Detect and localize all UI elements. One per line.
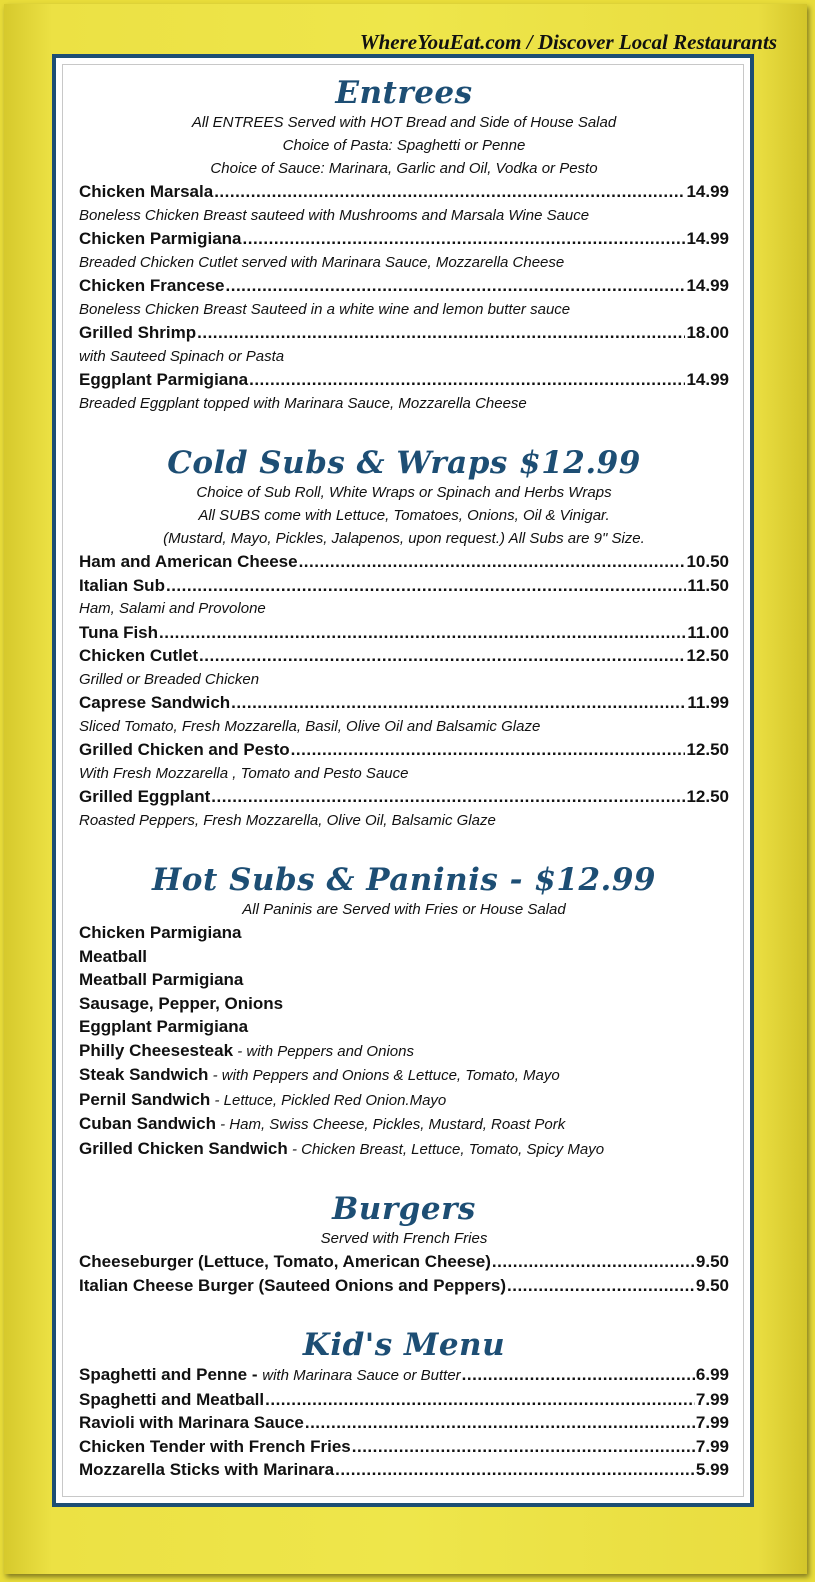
item-name: Grilled Chicken Sandwich xyxy=(79,1138,288,1158)
item-name: Steak Sandwich xyxy=(79,1065,209,1084)
dot-leader xyxy=(214,180,685,204)
menu-item xyxy=(79,992,729,1016)
item-price: 6.99 xyxy=(695,1365,729,1384)
menu-item xyxy=(79,1388,729,1412)
dot-leader xyxy=(243,227,686,251)
menu-item xyxy=(79,574,729,598)
menu-item xyxy=(79,738,729,762)
dot-leader xyxy=(199,644,685,668)
menu-item xyxy=(79,945,729,969)
menu-item xyxy=(79,621,729,645)
item-price: 5.99 xyxy=(695,1460,729,1479)
item-description: Boneless Chicken Breast sauteed with Mushrooms and Marsala Wine Sauce xyxy=(79,206,590,224)
item-price: 7.99 xyxy=(695,1436,729,1456)
item-price: 7.99 xyxy=(695,1389,729,1409)
item-name: Ravioli with Marinara Sauce xyxy=(79,1413,304,1432)
cold-subs-title: Cold Subs & Wraps $12.99 xyxy=(167,445,641,481)
menu-item xyxy=(79,968,729,992)
item-name xyxy=(79,1363,461,1388)
item-price: 14.99 xyxy=(686,370,729,389)
item-name: Meatball xyxy=(79,946,148,966)
item-name: Italian Sub xyxy=(79,575,165,595)
item-name: Sausage, Pepper, Onions xyxy=(79,993,284,1013)
menu-item xyxy=(79,1411,729,1435)
item-description: with Sauteed Spinach or Pasta xyxy=(79,347,285,365)
item-name: Eggplant Parmigiana xyxy=(79,370,249,389)
item-price: 11.99 xyxy=(687,693,729,712)
section-spacer xyxy=(79,415,729,445)
item-price: 14.99 xyxy=(686,182,729,201)
dot-leader xyxy=(305,1411,695,1435)
menu-content xyxy=(79,75,729,1482)
menu-item xyxy=(79,1063,729,1088)
dot-leader xyxy=(462,1363,695,1387)
menu-item xyxy=(79,1137,729,1162)
burgers-title: Burgers xyxy=(332,1191,476,1227)
menu-item xyxy=(79,1039,729,1064)
dot-leader xyxy=(352,1435,695,1459)
item-name: Chicken Parmigiana xyxy=(79,923,242,942)
item-price: 7.99 xyxy=(695,1413,729,1432)
menu-item xyxy=(79,1250,729,1274)
section-spacer xyxy=(79,832,729,862)
menu-item xyxy=(79,1458,729,1482)
item-price: 14.99 xyxy=(686,276,729,295)
item-name: Chicken Parmigiana xyxy=(79,229,242,248)
item-price: 9.50 xyxy=(695,1275,729,1295)
dot-leader xyxy=(249,368,685,392)
item-name: Grilled Chicken and Pesto xyxy=(79,740,290,759)
menu-item xyxy=(79,1274,729,1298)
item-name: Philly Cheesesteak xyxy=(79,1040,234,1060)
item-name: Chicken Francese xyxy=(79,276,225,295)
item-name: Chicken Tender with French Fries xyxy=(79,1436,351,1456)
burgers-note: Served with French Fries xyxy=(320,1230,488,1247)
item-description: Roasted Peppers, Fresh Mozzarella, Olive Oil, Balsamic Glaze xyxy=(79,811,496,829)
entrees-note: Choice of Pasta: Spaghetti or Penne xyxy=(282,137,526,154)
dot-leader xyxy=(492,1250,695,1274)
item-description: Sliced Tomato, Fresh Mozzarella, Basil, Olive Oil and Balsamic Glaze xyxy=(79,717,541,735)
cold-subs-note: All SUBS come with Lettuce, Tomatoes, Onions, Oil & Vinigar. xyxy=(198,507,610,524)
item-price: 12.50 xyxy=(686,646,729,665)
item-name: Ham and American Cheese xyxy=(79,552,298,571)
menu-item xyxy=(79,227,729,251)
menu-item xyxy=(79,180,729,204)
dot-leader xyxy=(211,785,685,809)
menu-item xyxy=(79,274,729,298)
dot-leader xyxy=(231,691,686,715)
item-price: 14.99 xyxy=(686,229,729,248)
dot-leader xyxy=(265,1388,695,1412)
item-name: Grilled Eggplant xyxy=(79,787,211,806)
item-name: Eggplant Parmigiana xyxy=(79,1017,249,1036)
item-name: Pernil Sandwich xyxy=(79,1089,211,1109)
kids-menu-title: Kid's Menu xyxy=(302,1327,506,1363)
menu-item xyxy=(79,1435,729,1459)
site-header: WhereYouEat.com / Discover Local Restaurants xyxy=(359,30,777,54)
item-name: Spaghetti and Meatball xyxy=(79,1389,265,1409)
item-name: Meatball Parmigiana xyxy=(79,970,244,989)
item-price: 9.50 xyxy=(695,1252,729,1271)
item-description: With Fresh Mozzarella , Tomato and Pesto Sauce xyxy=(79,764,409,782)
entrees-title: Entrees xyxy=(335,75,473,111)
dot-leader xyxy=(159,621,686,645)
item-price: 10.50 xyxy=(686,552,729,571)
item-inline-description: with Marinara Sauce or Butter xyxy=(262,1367,461,1384)
item-price: 18.00 xyxy=(686,323,729,342)
item-description: Breaded Chicken Cutlet served with Marinara Sauce, Mozzarella Cheese xyxy=(79,253,565,271)
cold-subs-note: Choice of Sub Roll, White Wraps or Spinach and Herbs Wraps xyxy=(196,484,612,501)
menu-item xyxy=(79,1363,729,1388)
dot-leader xyxy=(291,738,686,762)
item-inline-description: - with Peppers and Onions xyxy=(233,1042,414,1060)
item-price: 12.50 xyxy=(686,740,729,759)
menu-item xyxy=(79,321,729,345)
item-name: Grilled Shrimp xyxy=(79,323,197,342)
hot-subs-note: All Paninis are Served with Fries or House Salad xyxy=(242,901,566,918)
menu-panel xyxy=(52,54,754,1507)
item-name: Cheeseburger (Lettuce, Tomato, American Cheese) xyxy=(79,1252,491,1271)
dot-leader xyxy=(335,1458,695,1482)
item-description: Grilled or Breaded Chicken xyxy=(79,670,260,688)
section-spacer xyxy=(79,1297,729,1327)
item-inline-description: - Chicken Breast, Lettuce, Tomato, Spicy Mayo xyxy=(287,1140,605,1158)
item-name: Tuna Fish xyxy=(79,622,159,642)
menu-item xyxy=(79,1112,729,1137)
menu-panel-inner xyxy=(62,64,744,1497)
item-inline-description: - Ham, Swiss Cheese, Pickles, Mustard, Roast Pork xyxy=(215,1116,566,1133)
item-price: 12.50 xyxy=(686,787,729,806)
item-inline-description: - Lettuce, Pickled Red Onion.Mayo xyxy=(210,1091,447,1109)
dot-leader xyxy=(197,321,685,345)
menu-item xyxy=(79,550,729,574)
item-description: Ham, Salami and Provolone xyxy=(79,600,266,617)
item-description: Breaded Eggplant topped with Marinara Sauce, Mozzarella Cheese xyxy=(79,394,527,412)
item-name: Caprese Sandwich xyxy=(79,693,231,712)
dot-leader xyxy=(299,550,686,574)
menu-item xyxy=(79,644,729,668)
item-inline-description: - with Peppers and Onions & Lettuce, Tomato, Mayo xyxy=(208,1067,560,1084)
menu-item xyxy=(79,921,729,945)
dot-leader xyxy=(166,574,686,598)
dot-leader xyxy=(226,274,686,298)
section-spacer xyxy=(79,1161,729,1191)
cold-subs-note: (Mustard, Mayo, Pickles, Jalapenos, upon request.) All Subs are 9" Size. xyxy=(163,530,645,547)
item-name: Chicken Marsala xyxy=(79,182,214,201)
item-name: Italian Cheese Burger (Sauteed Onions and Peppers) xyxy=(79,1275,506,1295)
menu-item xyxy=(79,1088,729,1113)
menu-item xyxy=(79,691,729,715)
menu-item xyxy=(79,785,729,809)
hot-subs-title: Hot Subs & Paninis - $12.99 xyxy=(152,862,656,898)
menu-item xyxy=(79,368,729,392)
item-description: Boneless Chicken Breast Sauteed in a white wine and lemon butter sauce xyxy=(79,300,571,318)
item-name-text: Spaghetti and Penne - xyxy=(79,1365,263,1384)
entrees-note: All ENTREES Served with HOT Bread and Side of House Salad xyxy=(191,114,617,131)
menu-item xyxy=(79,1015,729,1039)
dot-leader xyxy=(507,1274,695,1298)
entrees-note: Choice of Sauce: Marinara, Garlic and Oil, Vodka or Pesto xyxy=(210,160,598,177)
menu-page xyxy=(4,4,807,1574)
item-price: 11.50 xyxy=(687,575,729,595)
item-name: Mozzarella Sticks with Marinara xyxy=(79,1460,335,1479)
item-name: Chicken Cutlet xyxy=(79,646,199,665)
item-name: Cuban Sandwich xyxy=(79,1114,216,1133)
item-price: 11.00 xyxy=(687,622,729,642)
